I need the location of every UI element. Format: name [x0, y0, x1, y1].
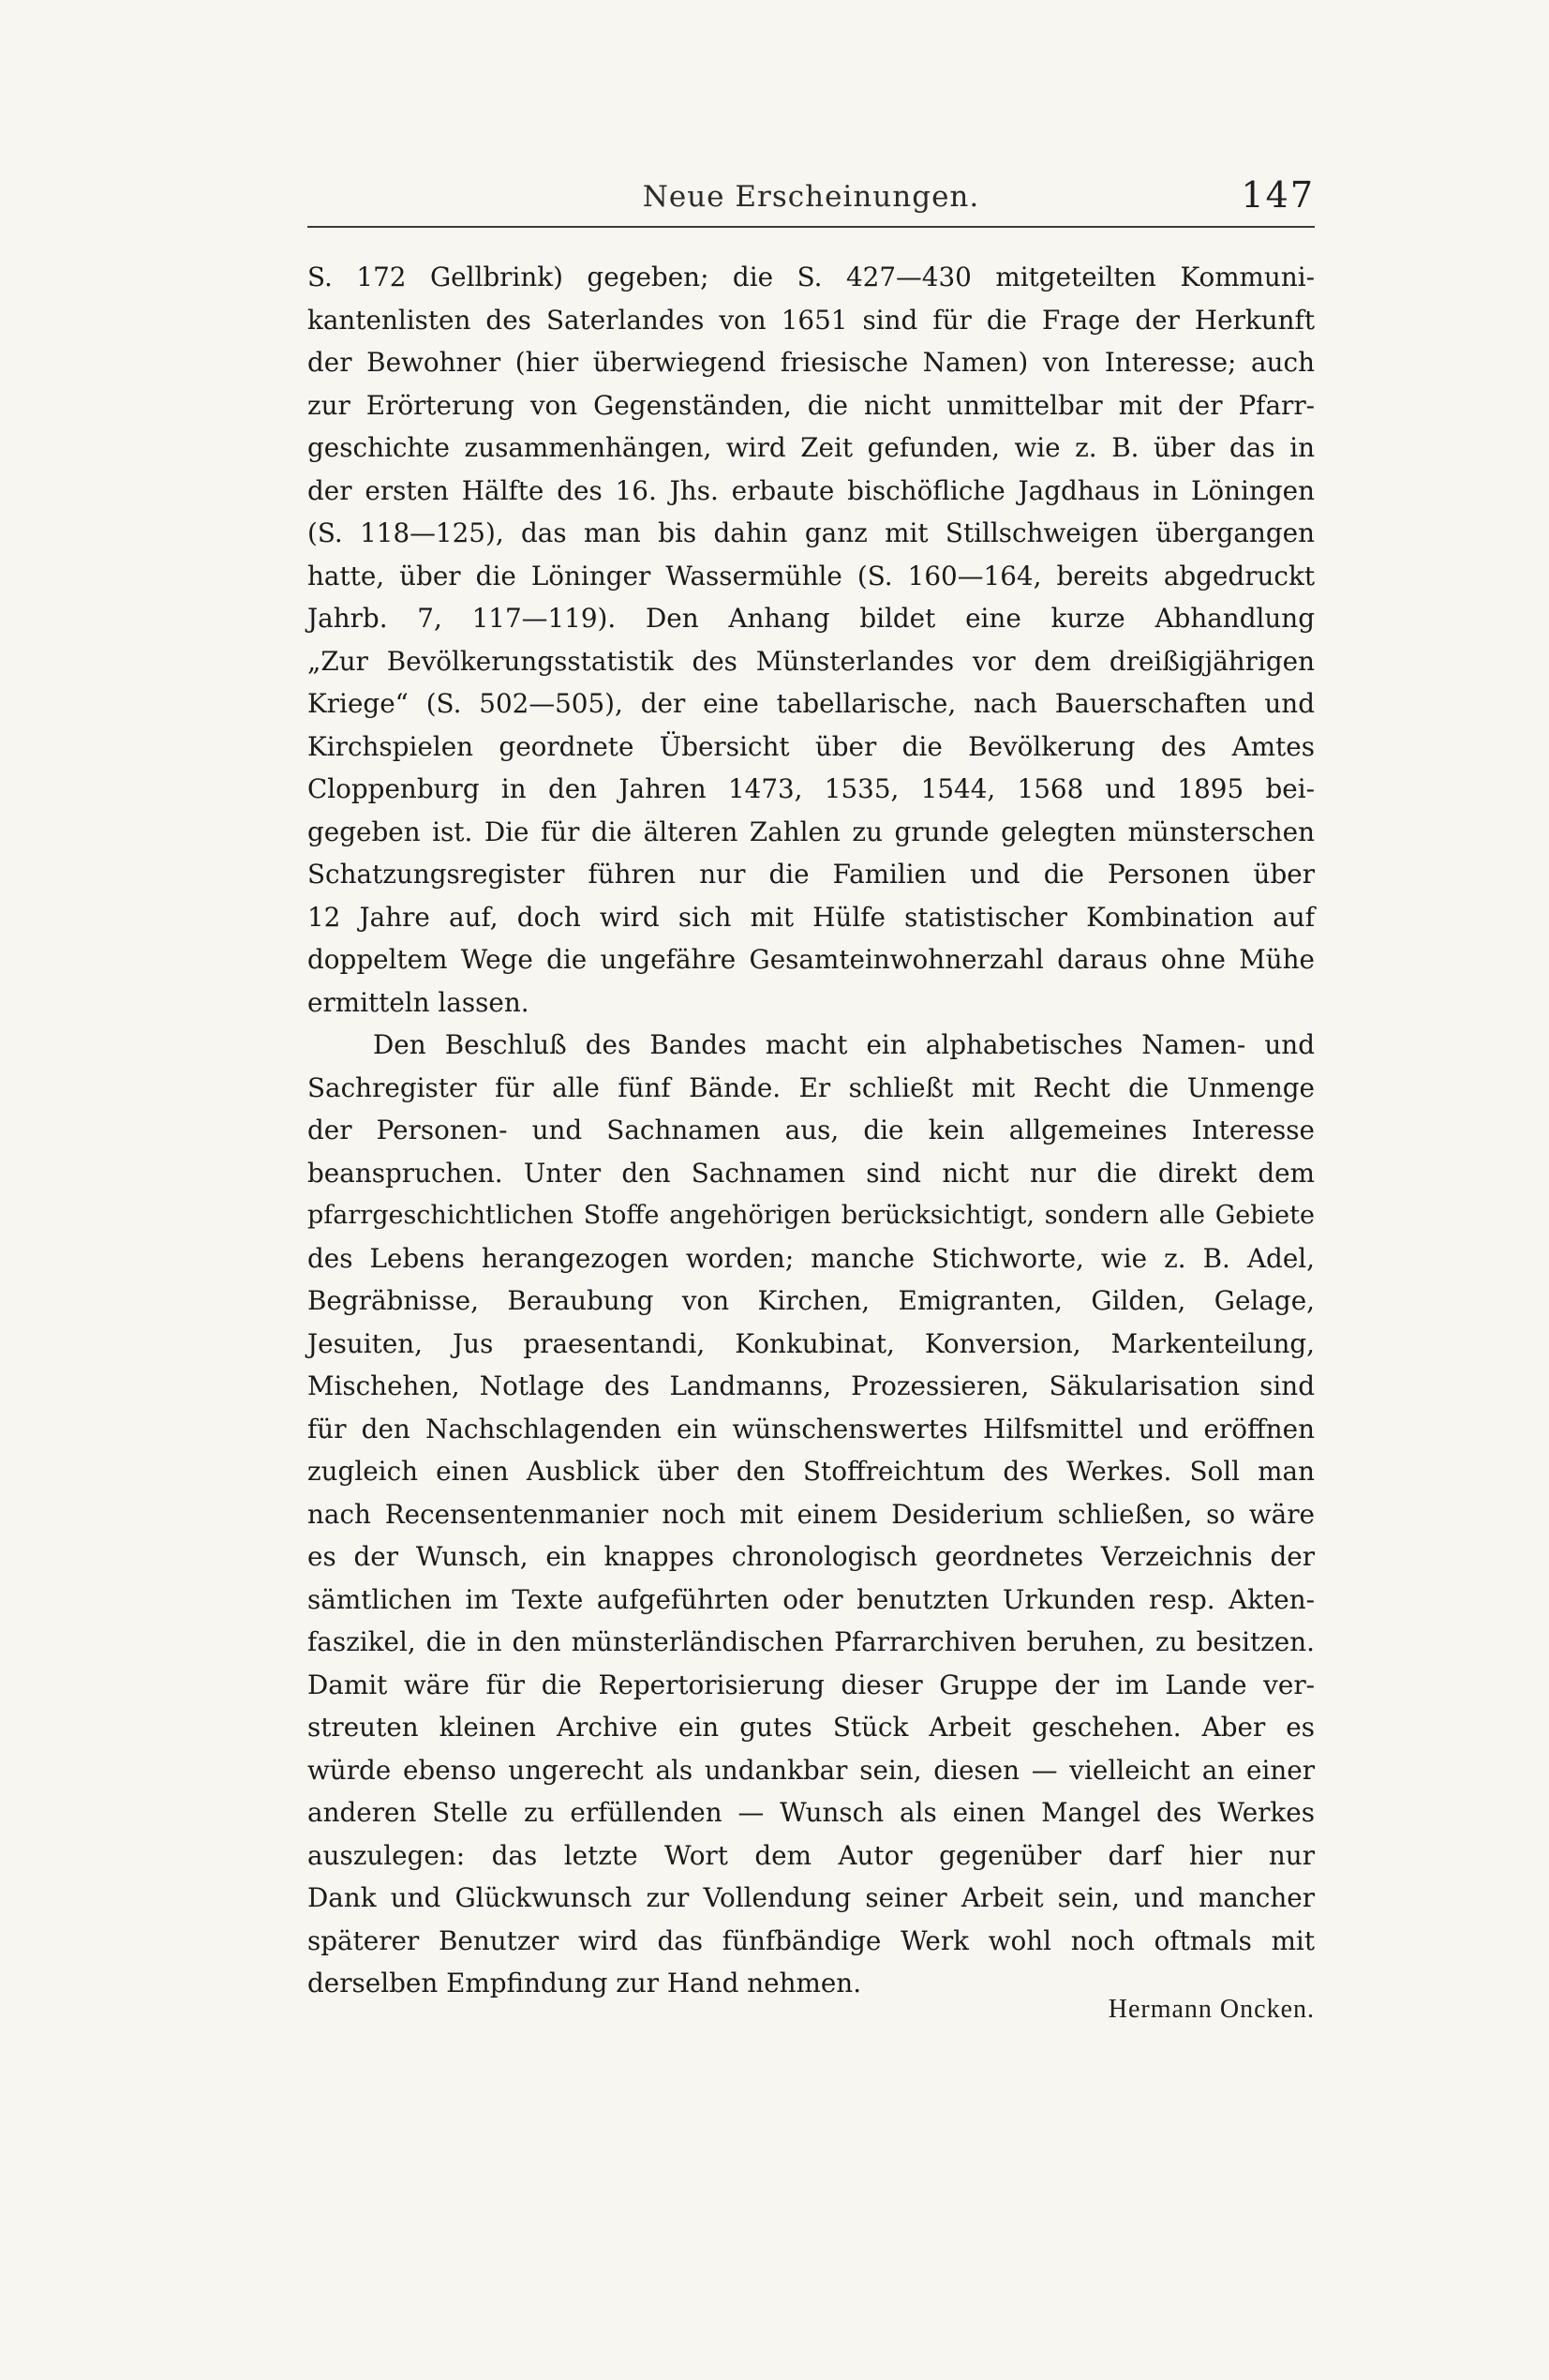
running-title: Neue Erscheinungen. — [642, 180, 980, 214]
text-line: der ersten Hälfte des 16. Jhs. erbaute bischöfliche Jagdhaus in Löningen — [307, 474, 1315, 506]
text-line: ermitteln lassen. — [307, 986, 529, 1018]
text-line: anderen Stelle zu erfüllenden — Wunsch als einen Mangel des Werkes — [307, 1797, 1315, 1828]
text-line: Damit wäre für die Repertorisierung dieser Gruppe der im Lande ver- — [307, 1669, 1315, 1700]
text-line: des Lebens herangezogen worden; manche Stichworte, wie z. B. Adel, — [307, 1242, 1315, 1274]
text-line: S. 172 Gellbrink) gegeben; die S. 427—430 mitgeteilten Kommuni- — [307, 262, 1315, 292]
text-line: Dank und Glückwunsch zur Vollendung seiner Arbeit sein, und mancher — [307, 1882, 1315, 1913]
text-line: Mischehen, Notlage des Landmanns, Prozessieren, Säkularisation sind — [307, 1370, 1315, 1401]
text-line: zur Erörterung von Gegenständen, die nicht unmittelbar mit der Pfarr- — [307, 389, 1315, 421]
page-number: 147 — [1241, 174, 1315, 216]
text-line: Cloppenburg in den Jahren 1473, 1535, 1544, 1568 und 1895 bei- — [307, 773, 1315, 804]
text-line: Kirchspielen geordnete Übersicht über die Bevölkerung des Amtes — [307, 730, 1315, 762]
text-line: geschichte zusammenhängen, wird Zeit gefunden, wie z. B. über das in — [307, 432, 1315, 463]
text-line: gegeben ist. Die für die älteren Zahlen zu grunde gelegten münsterschen — [307, 816, 1315, 847]
text-line: Den Beschluß des Bandes macht ein alphabetisches Namen- und — [373, 1029, 1315, 1060]
text-line: zugleich einen Ausblick über den Stoffreichtum des Werkes. Soll man — [307, 1456, 1315, 1487]
text-line: faszikel, die in den münsterländischen Pfarrarchiven beruhen, zu besitzen. — [307, 1626, 1315, 1657]
header-rule — [307, 226, 1315, 228]
text-line: Schatzungsregister führen nur die Familien und die Personen über — [307, 859, 1315, 890]
text-line: derselben Empfindung zur Hand nehmen. — [307, 1968, 862, 1998]
text-line: Kriege“ (S. 502—505), der eine tabellarische, nach Bauerschaften und — [307, 688, 1315, 719]
text-line: Jahrb. 7, 117—119). Den Anhang bildet eine kurze Abhandlung — [307, 603, 1315, 634]
text-line: späterer Benutzer wird das fünfbändige Werk wohl noch oftmals mit — [307, 1924, 1315, 1956]
text-line: hatte, über die Löninger Wassermühle (S. 160—164, bereits abgedruckt — [307, 560, 1315, 591]
text-line: kantenlisten des Saterlandes von 1651 sind für die Frage der Herkunft — [307, 304, 1315, 336]
running-header — [307, 167, 1315, 223]
text-line: würde ebenso ungerecht als undankbar sein, diesen — vielleicht an einer — [307, 1754, 1315, 1786]
text-line: Begräbnisse, Beraubung von Kirchen, Emigranten, Gilden, Gelage, — [307, 1285, 1315, 1316]
text-line: beanspruchen. Unter den Sachnamen sind nicht nur die direkt dem — [307, 1157, 1315, 1189]
text-line: Jesuiten, Jus praesentandi, Konkubinat, Konversion, Markenteilung, — [307, 1327, 1315, 1359]
text-line: 12 Jahre auf, doch wird sich mit Hülfe statistischer Kombination auf — [307, 901, 1315, 933]
text-line: „Zur Bevölkerungsstatistik des Münsterlandes vor dem dreißigjährigen — [307, 645, 1315, 677]
text-line: der Bewohner (hier überwiegend friesische Namen) von Interesse; auch — [307, 347, 1315, 378]
text-line: pfarrgeschichtlichen Stoffe angehörigen berücksichtigt, sondern alle Gebiete — [307, 1201, 1315, 1230]
text-line: streuten kleinen Archive ein gutes Stück Arbeit geschehen. Aber es — [307, 1712, 1315, 1743]
text-line: auszulegen: das letzte Wort dem Autor gegenüber darf hier nur — [307, 1839, 1315, 1871]
text-line: der Personen- und Sachnamen aus, die kein allgemeines Interesse — [307, 1115, 1315, 1145]
text-line: (S. 118—125), das man bis dahin ganz mit Stillschweigen übergangen — [307, 517, 1315, 548]
text-line: für den Nachschlagenden ein wünschenswertes Hilfsmittel und eröffnen — [307, 1413, 1315, 1444]
text-line: sämtlichen im Texte aufgeführten oder benutzten Urkunden resp. Akten- — [307, 1583, 1315, 1615]
paragraph — [307, 256, 1315, 1024]
text-line: Sachregister für alle fünf Bände. Er schließt mit Recht die Unmenge — [307, 1071, 1315, 1103]
author-signature: Hermann Oncken. — [1108, 1995, 1315, 2024]
body-text — [307, 256, 1315, 2005]
text-line: es der Wunsch, ein knappes chronologisch geordnetes Verzeichnis der — [307, 1541, 1315, 1572]
paragraph — [307, 1024, 1315, 2005]
text-line: nach Recensentenmanier noch mit einem Desiderium schließen, so wäre — [307, 1498, 1315, 1530]
text-line: doppeltem Wege die ungefähre Gesamteinwohnerzahl daraus ohne Mühe — [307, 944, 1315, 975]
